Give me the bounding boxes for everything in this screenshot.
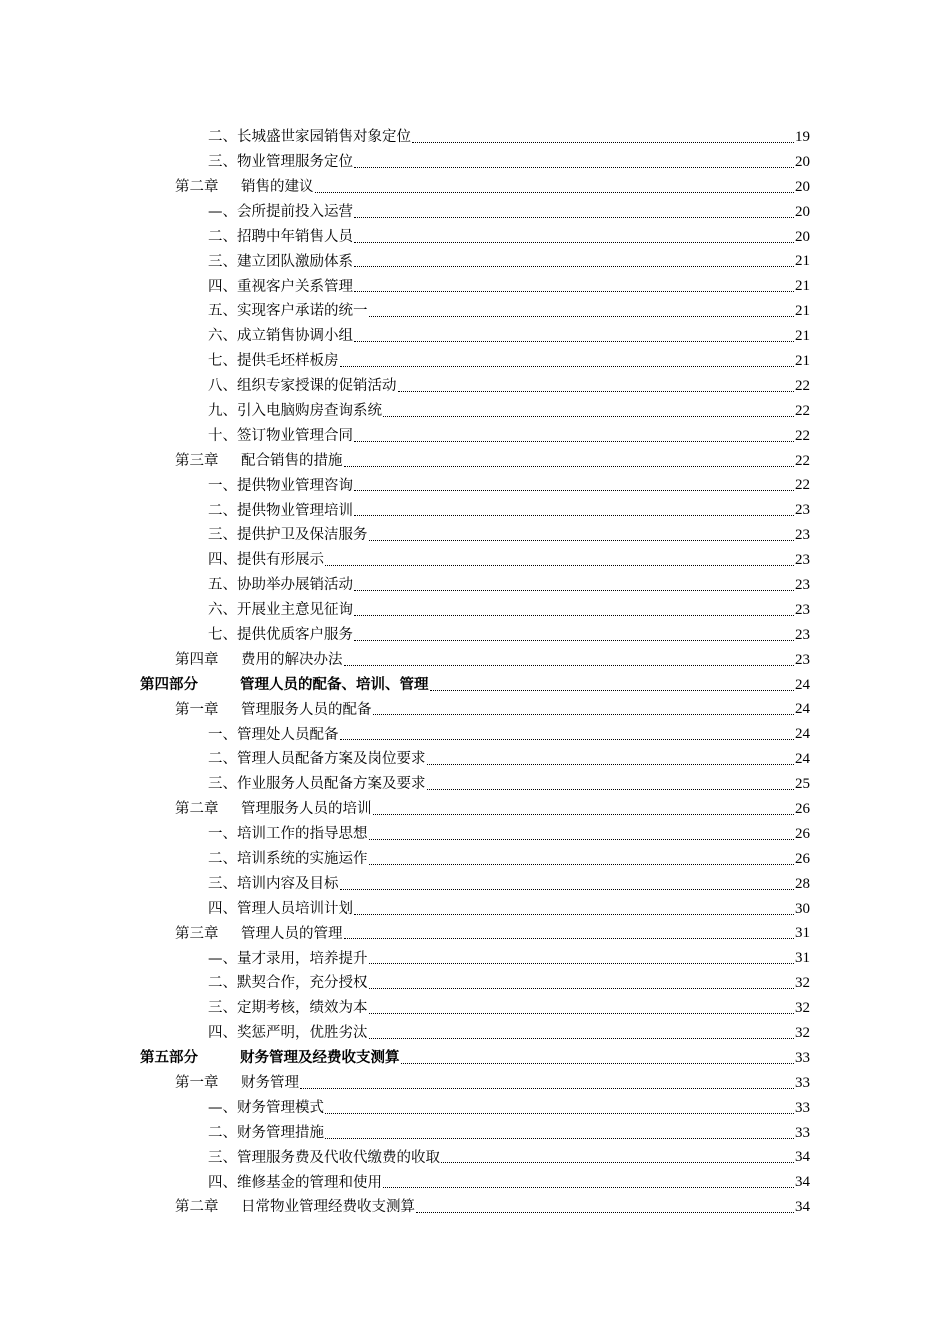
toc-entry[interactable]: [0, 623, 950, 648]
toc-entry-title: 组织专家授课的促销活动: [237, 378, 397, 395]
toc-entry-title: 提供有形展示: [237, 552, 324, 569]
dot-leader: [340, 366, 795, 367]
dot-leader: [416, 1212, 794, 1213]
toc-entry[interactable]: [0, 1121, 950, 1146]
toc-entry-number: 五、: [208, 577, 237, 594]
toc-entry-title: 长城盛世家园销售对象定位: [237, 129, 411, 146]
toc-entry-number: 第一章: [175, 701, 219, 718]
toc-entry-page-number: 21: [795, 303, 810, 320]
toc-entry-page-number: 30: [795, 900, 810, 917]
toc-entry[interactable]: [0, 747, 950, 772]
toc-entry-number: 五、: [208, 303, 237, 320]
toc-entry-title: 定期考核，绩效为本: [237, 1000, 368, 1017]
dot-leader: [340, 889, 795, 890]
dot-leader: [344, 938, 795, 939]
dot-leader: [427, 789, 795, 790]
toc-entry[interactable]: [0, 324, 950, 349]
toc-entry-number: 三、: [208, 1000, 237, 1017]
toc-entry-title: 财务管理措施: [237, 1124, 324, 1141]
dot-leader: [354, 242, 794, 243]
toc-entry-number: 第二章: [175, 178, 219, 195]
toc-entry-page-number: 23: [795, 601, 810, 618]
toc-entry-number: 三、: [208, 253, 237, 270]
toc-entry-number: 四、: [208, 1025, 237, 1042]
toc-entry-title: 会所提前投入运营: [237, 203, 353, 220]
toc-entry-number: —、: [208, 950, 237, 967]
toc-entry-number: 七、: [208, 353, 237, 370]
toc-entry-number: 四、: [208, 900, 237, 917]
toc-entry-title: 作业服务人员配备方案及要求: [237, 776, 426, 793]
dot-leader: [354, 266, 794, 267]
toc-entry-page-number: 23: [795, 626, 810, 643]
toc-entry-page-number: 23: [795, 527, 810, 544]
toc-entry[interactable]: [0, 399, 950, 424]
toc-entry-title: 培训工作的指导思想: [237, 826, 368, 843]
toc-entry-page-number: 32: [795, 1000, 810, 1017]
toc-entry-page-number: 28: [795, 875, 810, 892]
toc-entry-page-number: 20: [795, 153, 810, 170]
toc-entry-page-number: 34: [795, 1174, 810, 1191]
toc-entry-title: 提供物业管理咨询: [237, 477, 353, 494]
dot-leader: [354, 217, 794, 218]
dot-leader: [373, 714, 795, 715]
toc-entry-title: 默契合作，充分授权: [237, 975, 368, 992]
toc-entry-number: 六、: [208, 602, 237, 619]
dot-leader: [430, 690, 795, 691]
toc-entry-page-number: 34: [795, 1149, 810, 1166]
toc-entry[interactable]: [0, 897, 950, 922]
toc-entry-page-number: 19: [795, 128, 810, 145]
dot-leader: [300, 1088, 794, 1089]
toc-entry[interactable]: [0, 946, 950, 971]
toc-entry-page-number: 23: [795, 576, 810, 593]
toc-entry-page-number: 33: [795, 1099, 810, 1116]
toc-entry-number: 十、: [208, 427, 237, 444]
toc-entry-number: 三、: [208, 776, 237, 793]
toc-entry[interactable]: [0, 498, 950, 523]
dot-leader: [401, 1063, 795, 1064]
toc-entry-title: 成立销售协调小组: [237, 328, 353, 345]
toc-entry-page-number: 31: [795, 950, 810, 967]
toc-entry-title: 管理服务费及代收代缴费的收取: [237, 1149, 440, 1166]
toc-entry-page-number: 21: [795, 328, 810, 345]
toc-entry-number: 四、: [208, 1174, 237, 1191]
dot-leader: [354, 441, 794, 442]
toc-entry-title: 签订物业管理合同: [237, 427, 353, 444]
dot-leader: [369, 864, 795, 865]
toc-entry-title: 开展业主意见征询: [237, 602, 353, 619]
toc-entry-title: 财务管理模式: [237, 1099, 324, 1116]
toc-entry[interactable]: [0, 1046, 950, 1071]
toc-entry-number: —、: [208, 1099, 237, 1116]
toc-entry-page-number: 24: [795, 676, 810, 693]
toc-entry-title: 管理处人员配备: [237, 726, 339, 743]
toc-entry-number: 二、: [208, 1124, 237, 1141]
toc-entry-title: 招聘中年销售人员: [237, 228, 353, 245]
toc-entry-title: 财务管理: [241, 1075, 299, 1092]
toc-entry-number: 四、: [208, 552, 237, 569]
toc-entry-page-number: 34: [795, 1199, 810, 1216]
toc-entry-number: 第二章: [175, 1199, 219, 1216]
toc-entry-page-number: 20: [795, 228, 810, 245]
toc-entry-title: 维修基金的管理和使用: [237, 1174, 382, 1191]
toc-entry-title: 提供物业管理培训: [237, 502, 353, 519]
toc-entry-title: 量才录用，培养提升: [237, 950, 368, 967]
dot-leader: [441, 1162, 794, 1163]
toc-entry-number: 二、: [208, 228, 237, 245]
toc-entry-title: 管理服务人员的培训: [241, 801, 372, 818]
dot-leader: [354, 615, 794, 616]
toc-entry[interactable]: [0, 697, 950, 722]
toc-entry[interactable]: [0, 299, 950, 324]
toc-entry-number: 第三章: [175, 925, 219, 942]
toc-entry[interactable]: [0, 598, 950, 623]
dot-leader: [383, 416, 794, 417]
table-of-contents: [0, 125, 950, 1220]
toc-entry-title: 物业管理服务定位: [237, 154, 353, 171]
toc-entry-number: 九、: [208, 402, 237, 419]
toc-entry-number: 三、: [208, 154, 237, 171]
toc-entry-page-number: 33: [795, 1124, 810, 1141]
toc-entry-title: 培训系统的实施运作: [237, 851, 368, 868]
toc-entry-title: 管理人员的配备、培训、管理: [240, 675, 429, 693]
toc-entry-title: 建立团队激励体系: [237, 253, 353, 270]
toc-entry[interactable]: [0, 225, 950, 250]
toc-entry-title: 提供优质客户服务: [237, 627, 353, 643]
toc-entry[interactable]: [0, 175, 950, 200]
toc-entry[interactable]: [0, 449, 950, 474]
toc-entry-number: 二、: [208, 975, 237, 992]
toc-entry[interactable]: [0, 349, 950, 374]
dot-leader: [373, 814, 795, 815]
toc-entry-page-number: 20: [795, 203, 810, 220]
toc-entry-number: 三、: [208, 527, 237, 544]
dot-leader: [344, 466, 795, 467]
toc-entry-title: 协助举办展销活动: [237, 577, 353, 594]
toc-entry-page-number: 26: [795, 800, 810, 817]
toc-entry-number: 第三章: [175, 452, 219, 469]
toc-entry-number: 七、: [208, 627, 237, 643]
toc-entry-page-number: 22: [795, 477, 810, 494]
toc-entry[interactable]: [0, 125, 950, 150]
dot-leader: [398, 391, 795, 392]
toc-entry[interactable]: [0, 922, 950, 947]
toc-entry-number: 三、: [208, 1149, 237, 1166]
toc-entry-number: 三、: [208, 875, 237, 892]
toc-entry[interactable]: [0, 847, 950, 872]
toc-entry[interactable]: [0, 548, 950, 573]
dot-leader: [325, 1138, 794, 1139]
toc-entry-page-number: 21: [795, 253, 810, 270]
toc-entry-number: 第二章: [175, 801, 219, 818]
toc-entry-title: 配合销售的措施: [241, 452, 343, 469]
dot-leader: [369, 839, 795, 840]
toc-entry-title: 管理人员配备方案及岗位要求: [237, 751, 426, 768]
toc-entry-number: 二、: [208, 129, 237, 146]
toc-entry-number: 第四章: [175, 651, 219, 668]
toc-entry-page-number: 22: [795, 427, 810, 444]
toc-entry[interactable]: [0, 1146, 950, 1171]
dot-leader: [354, 341, 794, 342]
toc-entry-page-number: 22: [795, 452, 810, 469]
toc-entry-number: 一、: [208, 826, 237, 843]
toc-entry-number: 二、: [208, 502, 237, 519]
dot-leader: [369, 963, 795, 964]
dot-leader: [340, 739, 795, 740]
dot-leader: [369, 1013, 795, 1014]
dot-leader: [354, 167, 794, 168]
toc-entry-number: 四、: [208, 278, 237, 295]
dot-leader: [354, 515, 794, 516]
toc-entry[interactable]: [0, 797, 950, 822]
toc-entry[interactable]: [0, 1096, 950, 1121]
toc-entry-title: 日常物业管理经费收支测算: [241, 1199, 415, 1216]
toc-entry[interactable]: [0, 1021, 950, 1046]
toc-entry[interactable]: [0, 648, 950, 673]
toc-entry[interactable]: [0, 473, 950, 498]
toc-entry-number: 八、: [208, 378, 237, 395]
toc-entry-number: 第一章: [175, 1075, 219, 1092]
toc-entry-number: 第四部分: [140, 675, 198, 693]
toc-entry-title: 重视客户关系管理: [237, 278, 353, 295]
toc-entry[interactable]: [0, 424, 950, 449]
toc-entry[interactable]: [0, 573, 950, 598]
toc-entry-page-number: 23: [795, 502, 810, 519]
toc-entry[interactable]: [0, 150, 950, 175]
toc-entry-title: 销售的建议: [241, 178, 314, 195]
toc-entry[interactable]: [0, 996, 950, 1021]
toc-entry-title: 奖惩严明，优胜劣汰: [237, 1025, 368, 1042]
toc-entry-page-number: 32: [795, 975, 810, 992]
dot-leader: [344, 665, 795, 666]
dot-leader: [354, 490, 794, 491]
toc-entry-page-number: 21: [795, 352, 810, 369]
toc-entry-page-number: 33: [795, 1074, 810, 1091]
toc-entry-title: 管理人员的管理: [241, 925, 343, 942]
toc-entry-title: 管理服务人员的配备: [241, 701, 372, 718]
toc-entry-page-number: 22: [795, 402, 810, 419]
toc-entry[interactable]: [0, 971, 950, 996]
dot-leader: [354, 590, 794, 591]
toc-entry-title: 提供护卫及保洁服务: [237, 527, 368, 544]
dot-leader: [383, 1187, 794, 1188]
dot-leader: [354, 291, 794, 292]
toc-entry-title: 提供毛坯样板房: [237, 353, 339, 370]
toc-entry[interactable]: [0, 722, 950, 747]
dot-leader: [369, 540, 795, 541]
toc-entry-number: 第五部分: [140, 1049, 198, 1067]
toc-entry-number: 六、: [208, 328, 237, 345]
toc-entry-page-number: 22: [795, 377, 810, 394]
dot-leader: [427, 764, 795, 765]
toc-entry[interactable]: [0, 1195, 950, 1220]
toc-entry-title: 实现客户承诺的统一: [237, 303, 368, 320]
toc-entry-number: —、: [208, 203, 237, 220]
dot-leader: [369, 1038, 795, 1039]
toc-entry-page-number: 23: [795, 651, 810, 668]
dot-leader: [369, 316, 795, 317]
toc-entry-title: 费用的解决办法: [241, 651, 343, 668]
toc-entry[interactable]: [0, 822, 950, 847]
toc-entry-page-number: 20: [795, 178, 810, 195]
toc-entry-title: 财务管理及经费收支测算: [240, 1049, 400, 1067]
dot-leader: [325, 1113, 794, 1114]
dot-leader: [315, 192, 795, 193]
dot-leader: [354, 914, 794, 915]
toc-entry[interactable]: [0, 523, 950, 548]
toc-entry[interactable]: [0, 374, 950, 399]
dot-leader: [412, 142, 794, 143]
toc-entry-number: 二、: [208, 751, 237, 768]
toc-entry[interactable]: [0, 249, 950, 274]
toc-entry-page-number: 26: [795, 850, 810, 867]
toc-entry[interactable]: [0, 200, 950, 225]
dot-leader: [369, 988, 795, 989]
toc-entry-title: 引入电脑购房查询系统: [237, 402, 382, 419]
toc-entry-page-number: 33: [795, 1049, 810, 1066]
dot-leader: [325, 565, 794, 566]
toc-entry[interactable]: [0, 772, 950, 797]
toc-entry-number: 二、: [208, 851, 237, 868]
toc-entry-page-number: 26: [795, 825, 810, 842]
toc-entry[interactable]: [0, 1071, 950, 1096]
toc-entry-page-number: 31: [795, 925, 810, 942]
toc-entry-page-number: 24: [795, 726, 810, 743]
toc-entry-page-number: 23: [795, 552, 810, 569]
toc-entry[interactable]: [0, 673, 950, 698]
toc-entry-number: 一、: [208, 477, 237, 494]
toc-entry-page-number: 25: [795, 776, 810, 793]
toc-entry[interactable]: [0, 872, 950, 897]
toc-entry-page-number: 24: [795, 701, 810, 718]
toc-entry-title: 管理人员培训计划: [237, 900, 353, 917]
toc-entry-page-number: 21: [795, 278, 810, 295]
toc-entry[interactable]: [0, 274, 950, 299]
toc-entry[interactable]: [0, 1170, 950, 1195]
toc-entry-page-number: 32: [795, 1025, 810, 1041]
toc-entry-number: 一、: [208, 726, 237, 743]
toc-entry-page-number: 24: [795, 751, 810, 768]
dot-leader: [354, 640, 794, 641]
toc-entry-title: 培训内容及目标: [237, 875, 339, 892]
